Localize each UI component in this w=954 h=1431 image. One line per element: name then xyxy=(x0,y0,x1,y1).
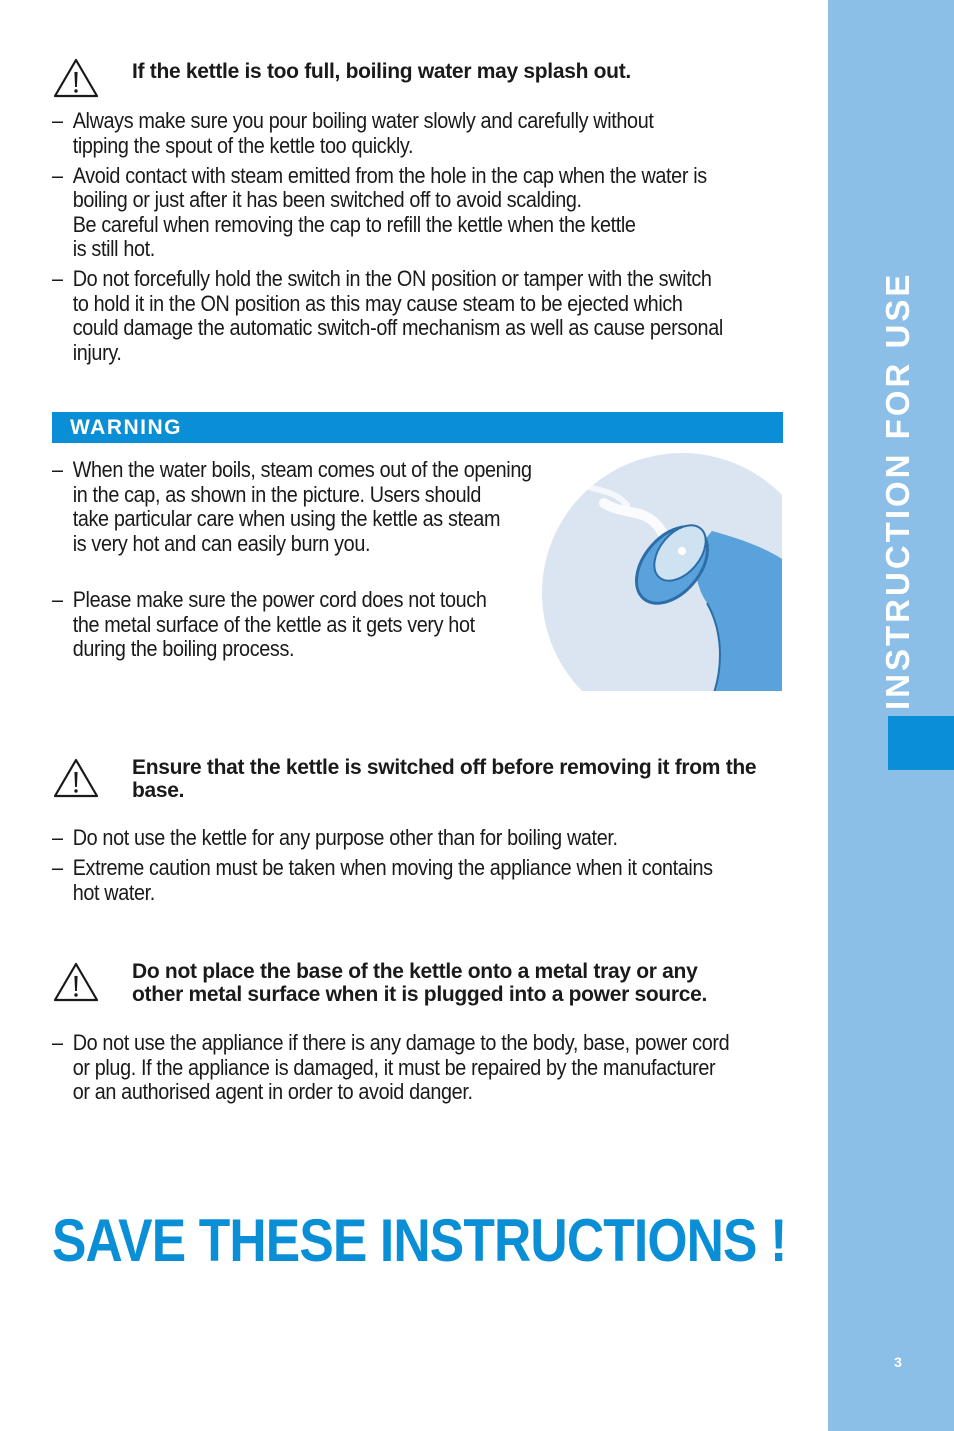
bullet-list-1 xyxy=(52,109,797,371)
warning-heading-bar: WARNING xyxy=(52,412,783,443)
warning-row-2 xyxy=(52,756,757,802)
list-item: – Do not forcefully hold the switch in the ON position or tamper with the switch to hold it in the ON position as this may cause steam to be ejected which could damage the automatic switch-off mechanism as well as cause personal injury. xyxy=(52,267,723,365)
warning-triangle-icon xyxy=(52,756,100,800)
sidebar-title: INSTRUCTION FOR USE xyxy=(879,271,916,710)
page-number: 3 xyxy=(894,1354,902,1370)
warning-triangle-icon xyxy=(52,960,100,1004)
warning-text-2: Ensure that the kettle is switched off before removing it from the base. xyxy=(132,756,757,802)
bullet-list-3 xyxy=(52,1031,805,1110)
list-item: – Always make sure you pour boiling water slowly and carefully without tipping the spout of the kettle too quickly. xyxy=(52,109,723,158)
list-item: – Avoid contact with steam emitted from the hole in the cap when the water is boiling or just after it has been switched off to avoid scalding. Be careful when removing the cap to refill the kettle when the kettle is still hot. xyxy=(52,164,723,262)
list-item: – Please make sure the power cord does not touch the metal surface of the kettle as it gets very hot during the boiling process. xyxy=(52,588,556,662)
list-item: – Extreme caution must be taken when moving the appliance when it contains hot water. xyxy=(52,856,713,905)
kettle-steam-illustration xyxy=(542,453,782,693)
sidebar-tab-marker xyxy=(888,716,954,770)
list-item: – When the water boils, steam comes out of the opening in the cap, as shown in the picture. Users should take particular care when using the kettle as steam is very hot and can easily burn you. xyxy=(52,458,556,556)
bullet-list-warning xyxy=(52,458,612,667)
save-instructions-title: SAVE THESE INSTRUCTIONS ! xyxy=(52,1207,787,1274)
warning-row-1 xyxy=(52,56,631,100)
warning-text-1: If the kettle is too full, boiling water may splash out. xyxy=(132,60,631,83)
warning-text-3: Do not place the base of the kettle onto a metal tray or any other metal surface when it is plugged into a power source. xyxy=(132,960,708,1006)
list-item: – Do not use the kettle for any purpose other than for boiling water. xyxy=(52,826,713,851)
warning-row-3 xyxy=(52,960,708,1006)
warning-triangle-icon xyxy=(52,56,100,100)
list-item: – Do not use the appliance if there is any damage to the body, base, power cord or plug. If the appliance is damaged, it must be repaired by the manufacturer or an authorised agent in order to avoid danger. xyxy=(52,1031,729,1105)
bullet-list-2 xyxy=(52,826,786,911)
